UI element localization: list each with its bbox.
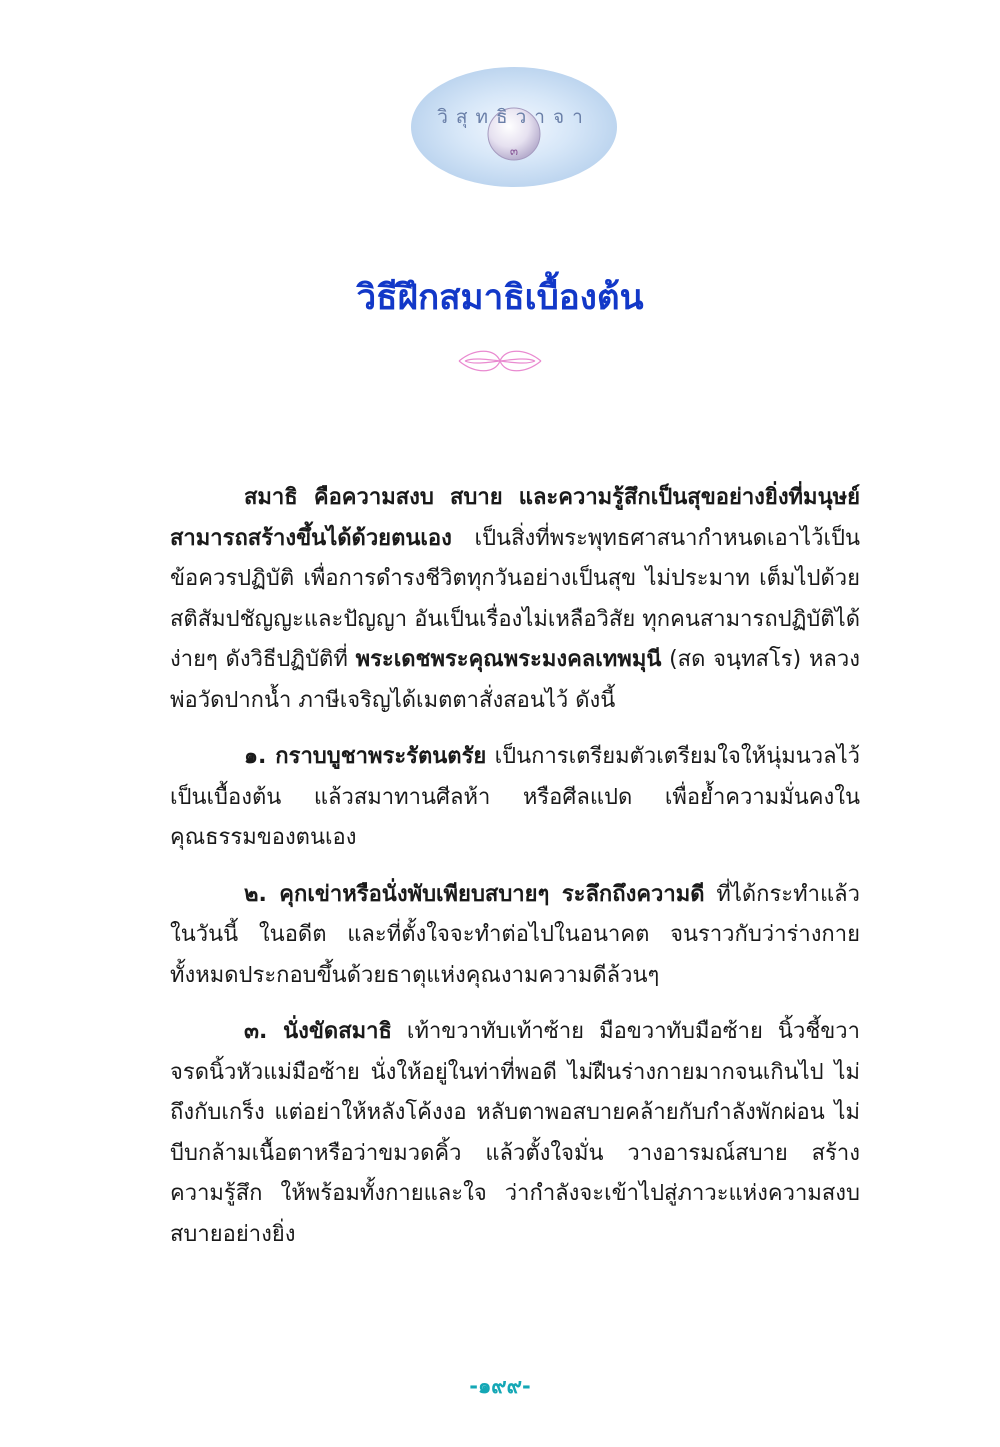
page-title: วิธีฝึกสมาธิเบื้องต้น: [356, 278, 644, 318]
step-3-text: เท้าขวาทับเท้าซ้าย มือขวาทับมือซ้าย นิ้วชี้ขวาจรดนิ้วหัวแม่มือซ้าย นั่งให้อยู่ในท่าที่พอดี ไม่ฝืนร่างกายมากจนเกินไป ไม่ถึงกับเกร็ง แต่อย่าให้หลังโค้งงอ หลับตาพอสบายคล้ายกับกำลังพักผ่อน ไม่บีบกล้ามเนื้อตาหรือว่าขมวดคิ้ว แล้วตั้งใจมั่น วางอารมณ์สบาย สร้างความรู้สึก ให้พร้อมทั้งกายและใจ ว่ากำลังจะเข้าไปสู่ภาวะแห่งความสงบสบายอย่างยิ่ง: [170, 1019, 860, 1247]
step-3-heading: ๓. นั่งขัดสมาธิ: [244, 1019, 392, 1044]
step-1-heading: ๑. กราบบูชาพระรัตนตรัย: [244, 744, 487, 769]
intro-bold-name: พระเดชพระคุณพระมงคลเทพมุนี: [355, 647, 662, 672]
intro-text-1: เป็นสิ่งที่พระพุทธศาสนากำหนดเอาไว้เป็นข้อควรปฏิบัติ เพื่อการดำรงชีวิตทุกวันอย่างเป็นสุข ไม่ประมาท เต็มไปด้วยสติสัมปชัญญะและปัญญา อันเป็นเรื่องไม่เหลือวิสัย ทุกคนสามารถปฏิบัติได้ง่ายๆ ดังวิธีปฏิบัติที่: [170, 525, 860, 672]
intro-lead-bold: สมาธิ คือความสงบ สบาย และความรู้สึกเป็นสุขอย่างยิ่งที่มนุษย์สามารถสร้างขึ้นได้ด้วยตนเอง: [170, 485, 860, 551]
intro-paragraph: [170, 478, 860, 721]
header-logo: [410, 66, 618, 188]
logo-center-mark: ๓: [509, 144, 519, 158]
decorative-flourish: [455, 344, 545, 378]
step-2-paragraph: [170, 875, 860, 997]
step-1-paragraph: [170, 737, 860, 859]
page-number: -๑๙๙-: [469, 1374, 531, 1398]
step-1-text: เป็นการเตรียมตัวเตรียมใจให้นุ่มนวลไว้เป็นเบื้องต้น แล้วสมาทานศีลห้า หรือศีลแปด เพื่อย้ำความมั่นคงในคุณธรรมของตนเอง: [170, 744, 860, 850]
logo-text: วิสุทธิวาจา: [437, 106, 591, 128]
step-3-paragraph: [170, 1012, 860, 1255]
intro-text-2: (สด จนฺทสโร) หลวงพ่อวัดปากน้ำ ภาษีเจริญได้เมตตาสั่งสอนไว้ ดังนี้: [170, 647, 861, 713]
step-2-text: ที่ได้กระทำแล้วในวันนี้ ในอดีต และที่ตั้งใจจะทำต่อไปในอนาคต จนราวกับว่าร่างกายทั้งหมดประกอบขึ้นด้วยธาตุแห่งคุณงามความดีล้วนๆ: [170, 881, 860, 988]
body-text: [170, 478, 860, 1271]
step-2-heading: ๒. คุกเข่าหรือนั่งพับเพียบสบายๆ ระลึกถึงความดี: [244, 881, 705, 907]
